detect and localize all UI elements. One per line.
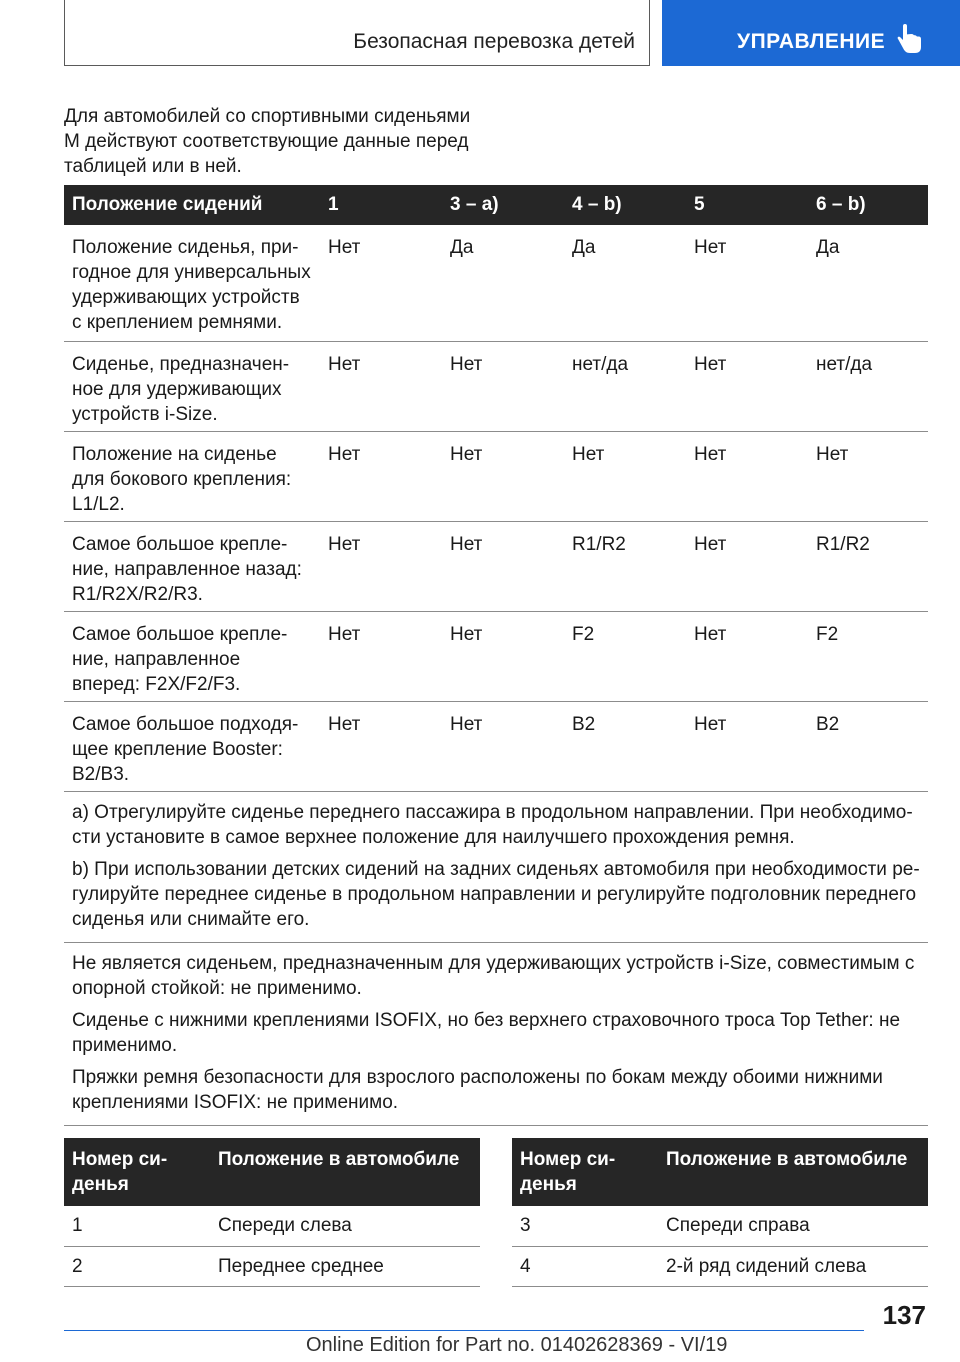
col-header-seat-4: 4 – b) (564, 185, 686, 225)
table-cell: Нет (320, 431, 442, 521)
col-header-seat-number: Номер сиденья (64, 1138, 210, 1206)
col-header-seat-number: Номер сиденья (512, 1138, 658, 1206)
table-cell: R1/R2 (564, 521, 686, 611)
table-cell: Нет (442, 611, 564, 701)
table-cell: Нет (686, 431, 808, 521)
table-cell: Нет (320, 611, 442, 701)
table-cell: Нет (686, 341, 808, 431)
footnote-a: a) Отрегулируйте сиденье переднего пассажира в продольном направлении. При необходимости установите в самое верхнее положение для наилучшего прохождения ремня. (72, 801, 913, 848)
note-item: Пряжки ремня безопасности для взрослого расположены по бокам между обоими нижними креплениями ISOFIX: не применимо. (72, 1066, 883, 1113)
table-row (64, 1246, 480, 1286)
intro-paragraph: Для автомобилей со спортивными сиденьями M действуют соответствующие данные перед таблицей или в ней. (64, 106, 471, 177)
seat-number: 4 (512, 1246, 658, 1286)
seat-number: 3 (512, 1206, 658, 1246)
col-header-seat-1: 1 (320, 185, 442, 225)
note-item: Не является сиденьем, предназначенным для удерживающих устройств i-Size, совместимым с опорной стойкой: не применимо. (72, 952, 915, 999)
footnotes-row (64, 791, 928, 942)
seat-number: 2 (64, 1246, 210, 1286)
table-cell: Нет (686, 521, 808, 611)
seat-position: Спереди справа (658, 1206, 928, 1246)
table-row (64, 611, 928, 701)
notes-row (64, 942, 928, 1125)
col-header-seat-3: 3 – a) (442, 185, 564, 225)
table-cell: Нет (686, 225, 808, 341)
table-cell: B2 (564, 701, 686, 791)
chapter-tab-label: УПРАВЛЕНИЕ (737, 30, 886, 53)
section-subtitle: Безопасная перевозка детей (353, 30, 635, 53)
col-header-seat-5: 5 (686, 185, 808, 225)
footnote-b: b) При использовании детских сидений на задних сиденьях автомобиля при необходимости регулируйте переднее сиденье в продольном направлении и регулируйте подголовник переднего сиденья или снимайте его. (72, 858, 920, 930)
page-number: 137 (882, 1300, 926, 1330)
row-label: Положение на сиденье для бокового крепления: L1/L2. (64, 431, 320, 521)
seat-position: Переднее среднее (210, 1246, 480, 1286)
table-cell: Нет (808, 431, 928, 521)
table-cell: Нет (320, 225, 442, 341)
table-cell: Нет (442, 431, 564, 521)
footer-divider (64, 1330, 864, 1331)
isofix-positions-table (64, 185, 928, 1126)
table-cell: Нет (564, 431, 686, 521)
seat-number: 1 (64, 1206, 210, 1246)
table-cell: F2 (564, 611, 686, 701)
row-label: Самое большое подходящее крепление Booster: B2/B3. (64, 701, 320, 791)
table-row (64, 1206, 480, 1246)
table-cell: Нет (320, 701, 442, 791)
col-header-seat-6: 6 – b) (808, 185, 928, 225)
table-cell: Да (564, 225, 686, 341)
chapter-tab[interactable] (662, 0, 960, 66)
table-row (512, 1246, 928, 1286)
table-cell: Нет (320, 521, 442, 611)
table-row (64, 521, 928, 611)
footer-edition-text: Online Edition for Part no. 01402628369 - VI/19 (306, 1334, 728, 1356)
note-item: Сиденье с нижними креплениями ISOFIX, но без верхнего страховочного троса Top Tether: не применимо. (72, 1009, 901, 1056)
table-row (64, 701, 928, 791)
table-cell: Нет (686, 611, 808, 701)
table-cell: B2 (808, 701, 928, 791)
table-cell: Да (442, 225, 564, 341)
table-row (64, 341, 928, 431)
table-cell: F2 (808, 611, 928, 701)
row-label: Самое большое крепление, направленное вперед: F2X/F2/F3. (64, 611, 320, 701)
header-frame (64, 0, 650, 66)
table-cell: Нет (442, 341, 564, 431)
seat-position: 2-й ряд сидений слева (658, 1246, 928, 1286)
table-cell: R1/R2 (808, 521, 928, 611)
seat-position: Спереди слева (210, 1206, 480, 1246)
table-cell: Нет (686, 701, 808, 791)
table-cell: нет/да (808, 341, 928, 431)
table-row (64, 431, 928, 521)
table-header-row (512, 1138, 928, 1206)
table-cell: Нет (442, 521, 564, 611)
table-cell: Нет (442, 701, 564, 791)
table-cell: Нет (320, 341, 442, 431)
pointing-hand-icon (896, 24, 924, 56)
table-header-row (64, 1138, 480, 1206)
footnotes-cell (64, 791, 928, 942)
table-cell: нет/да (564, 341, 686, 431)
notes-cell (64, 942, 928, 1125)
table-row (64, 225, 928, 341)
table-cell: Да (808, 225, 928, 341)
col-header-vehicle-position: Положение в автомобиле (658, 1138, 928, 1206)
seat-numbers-table-right (512, 1138, 928, 1287)
col-header-seat-position: Положение сидений (64, 185, 320, 225)
seat-numbers-table-left (64, 1138, 480, 1287)
col-header-vehicle-position: Положение в автомобиле (210, 1138, 480, 1206)
table-row (512, 1206, 928, 1246)
row-label: Положение сиденья, пригодное для универсальных удерживающих устройств с креплением ремнями. (64, 225, 320, 341)
row-label: Сиденье, предназначенное для удерживающих устройств i-Size. (64, 341, 320, 431)
row-label: Самое большое крепление, направленное назад: R1/R2X/R2/R3. (64, 521, 320, 611)
table-header-row (64, 185, 928, 225)
